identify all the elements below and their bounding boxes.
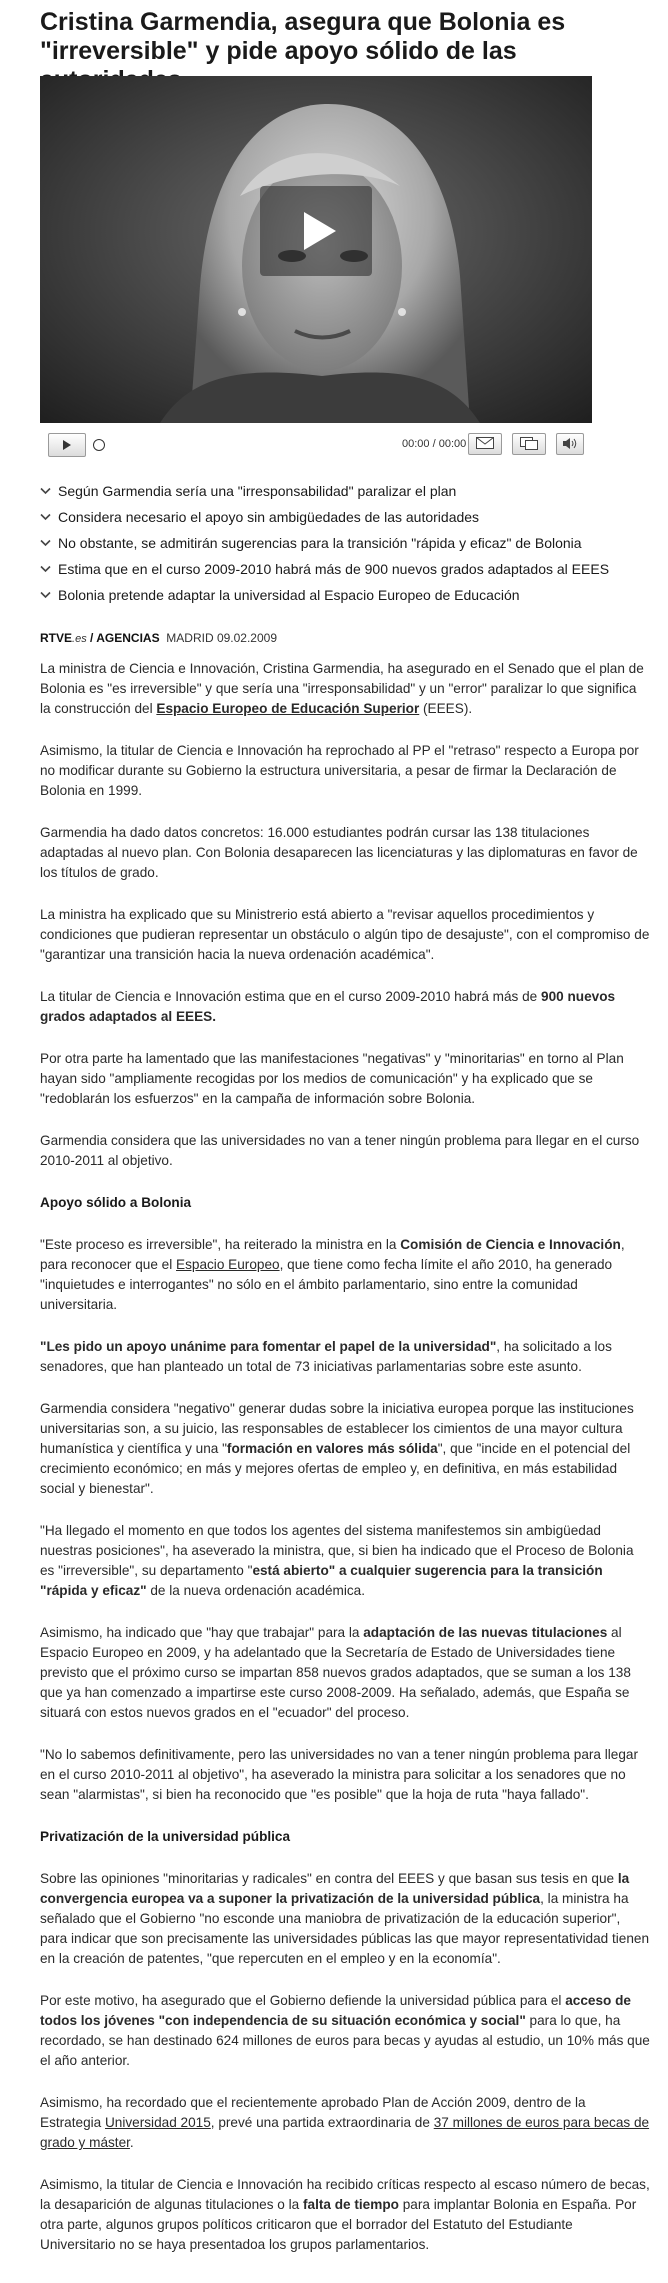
video-play-overlay[interactable] xyxy=(260,186,372,276)
paragraph-text: al Espacio Europeo en 2009, y ha adelantado que la Secretaría de Estado de Universidades tiene previsto que el próximo curso se impartan 858 nuevos grados adaptados, que se suman a los 138 que ya han comenzado a impartirse este curso 2008-2009. Ha señalado, además, que España se situará con estos nuevos grados en el "ecuador" del proceso. xyxy=(40,1625,631,1720)
highlight-item xyxy=(40,504,650,530)
volume-button[interactable] xyxy=(556,433,584,455)
paragraph-text: de la nueva ordenación académica. xyxy=(146,1583,365,1598)
paragraph-text: La ministra de Ciencia e Innovación, Cristina Garmendia, ha asegurado en el Senado que el plan de Bolonia es "es irreversible" y que sería una "irresponsabilidad" y un "error" paralizar lo que significa la construcción del xyxy=(40,661,644,716)
paragraph xyxy=(40,2175,650,2255)
paragraph xyxy=(40,1235,650,1315)
source-domain: .es xyxy=(72,633,87,645)
link-espacio-europeo[interactable]: Espacio Europeo xyxy=(176,1257,280,1272)
paragraph-text: "Ha llegado el momento en que todos los agentes del sistema manifestemos sin ambigüedad nuestras posiciones", ha aseverado la ministra, que, si bien ha indicado que el Proceso de Bolonia es "irreversible", su departamento " xyxy=(40,1523,634,1578)
paragraph-text: "Este proceso es irreversible", ha reiterado la ministra en la xyxy=(40,1237,401,1252)
paragraph-bold: está abierto" a cualquier sugerencia para la transición "rápida y eficaz" xyxy=(40,1563,603,1598)
chevron-down-icon xyxy=(40,539,51,547)
link-espacio-europeo-educacion-superior[interactable]: Espacio Europeo de Educación Superior xyxy=(156,701,420,716)
paragraph-text: Sobre las opiniones "minoritarias y radicales" en contra del EEES y que basan sus tesis en que xyxy=(40,1871,618,1886)
play-icon xyxy=(304,212,336,250)
paragraph-text: Asimismo, ha indicado que "hay que trabajar" para la xyxy=(40,1625,364,1640)
time-total: 00:00 xyxy=(438,438,467,450)
paragraph-text: , que tiene como fecha límite el año 2010, ha generado "inquietudes e interrogantes" no sólo en el ámbito parlamentario, sino entre la comunidad universitaria. xyxy=(40,1257,613,1312)
highlight-item xyxy=(40,556,650,582)
highlights-list xyxy=(40,478,650,608)
video-controls xyxy=(40,431,592,459)
paragraph xyxy=(40,1991,650,2071)
embed-button[interactable] xyxy=(512,433,546,455)
paragraph-text: (EEES). xyxy=(419,701,473,716)
link-becas-grado-master[interactable]: 37 millones de euros para becas de grado y máster xyxy=(40,2115,650,2150)
highlight-item xyxy=(40,582,650,608)
highlight-text: Estima que en el curso 2009-2010 habrá más de 900 nuevos grados adaptados al EEES xyxy=(58,561,610,577)
highlight-text: Según Garmendia sería una "irresponsabilidad" paralizar el plan xyxy=(58,483,457,499)
paragraph-text: ", que "incide en el potencial del crecimiento económico; en más y mejores ofertas de empleo y, en definitiva, en más estabilidad social y bienestar". xyxy=(40,1441,631,1496)
paragraph: Por otra parte ha lamentado que las manifestaciones "negativas" y "minoritarias" en torno al Plan hayan sido "ampliamente recogidas por los medios de comunicación" y ha explicado que se "redoblarán los esfuerzos" en la campaña de información sobre Bolonia. xyxy=(40,1051,624,1106)
paragraph xyxy=(40,1399,650,1499)
paragraph-text: La titular de Ciencia e Innovación estima que en el curso 2009-2010 habrá más de xyxy=(40,989,542,1004)
speaker-icon xyxy=(562,437,578,450)
paragraph-text: , prevé una partida extraordinaria de xyxy=(210,2115,434,2130)
time-separator: / xyxy=(429,438,439,450)
link-universidad-2015[interactable]: Universidad 2015 xyxy=(104,2115,211,2130)
play-icon xyxy=(63,440,71,450)
highlight-item xyxy=(40,530,650,556)
time-current: 00:00 xyxy=(402,438,430,450)
video-player[interactable] xyxy=(40,76,592,423)
paragraph-text: , ha solicitado a los senadores, que han planteado un total de 73 iniciativas parlamentarias sobre este asunto. xyxy=(40,1339,612,1374)
paragraph-text: Garmendia considera "negativo" generar dudas sobre la iniciativa europea porque las instituciones universitarias son, a su juicio, las responsables de establecer los cimientos de una mayor cultura humanística y científica y una " xyxy=(40,1401,634,1456)
paragraph xyxy=(40,1623,650,1723)
paragraph: "No lo sabemos definitivamente, pero las universidades no van a tener ningún problema para llegar en el curso 2010-2011 al objetivo", ha aseverado la ministra para solicitar a los senadores que no sean "alarmistas", si bien ha reconocido que "es posible" que la hoja de ruta "haya fallado". xyxy=(40,1747,639,1802)
article-headline: Cristina Garmendia, asegura que Bolonia es "irreversible" y pide apoyo sólido de las xyxy=(40,8,566,65)
paragraph-bold: "Les pido un apoyo unánime para fomentar el papel de la universidad" xyxy=(40,1339,497,1354)
subheading: Apoyo sólido a Bolonia xyxy=(40,1195,192,1210)
paragraph xyxy=(40,2093,650,2153)
paragraph-bold: acceso de todos los jóvenes "con independencia de su situación económica y social" xyxy=(40,1993,631,2028)
paragraph-bold: 900 nuevos grados adaptados al EEES. xyxy=(40,989,616,1024)
chevron-down-icon xyxy=(40,565,51,573)
envelope-icon xyxy=(476,437,494,449)
paragraph-bold: Comisión de Ciencia e Innovación xyxy=(400,1237,621,1252)
paragraph-text: , la ministra ha señalado que el Gobierno "no esconde una maniobra de privatización de la educación superior", para indicar que son precisamente las universidades públicas las que mayor representatividad tienen en la creación de patentes, "que repercuten en el empleo y en la economía". xyxy=(40,1891,650,1966)
paragraph-text: Asimismo, ha recordado que el recientemente aprobado Plan de Acción 2009, dentro de la Estrategia xyxy=(40,2095,586,2130)
paragraph-text: , para reconocer que el xyxy=(40,1237,625,1272)
progress-scrubber[interactable] xyxy=(93,439,105,451)
highlight-text: Considera necesario el apoyo sin ambigüedades de las autoridades xyxy=(58,509,480,525)
paragraph-text: Por este motivo, ha asegurado que el Gobierno defiende la universidad pública para el xyxy=(40,1993,566,2008)
play-button[interactable] xyxy=(48,433,86,457)
chevron-down-icon xyxy=(40,513,51,521)
highlight-text: No obstante, se admitirán sugerencias para la transición "rápida y eficaz" de Bolonia xyxy=(58,535,582,551)
paragraph xyxy=(40,987,650,1027)
paragraph-bold: adaptación de las nuevas titulaciones xyxy=(363,1625,608,1640)
article-body xyxy=(40,659,650,2277)
paragraph xyxy=(40,1337,650,1377)
source-agency: / AGENCIAS xyxy=(86,631,160,645)
source-place-date: MADRID 09.02.2009 xyxy=(159,631,278,645)
paragraph: Asimismo, la titular de Ciencia e Innovación ha reprochado al PP el "retraso" respecto a Europa por no modificar durante su Gobierno la estructura universitaria, a pesar de firmar la Declaración de Bolonia en 1999. xyxy=(40,743,639,798)
embed-icon xyxy=(520,437,538,450)
paragraph: Garmendia considera que las universidades no van a tener ningún problema para llegar en el curso 2010-2011 al objetivo. xyxy=(40,1133,640,1168)
subheading: Privatización de la universidad pública xyxy=(40,1829,291,1844)
highlight-text: Bolonia pretende adaptar la universidad al Espacio Europeo de Educación xyxy=(58,587,520,603)
paragraph: Garmendia ha dado datos concretos: 16.000 estudiantes podrán cursar las 138 titulaciones adaptadas al nuevo plan. Con Bolonia desaparecen las licenciaturas y las diplomaturas en favor de los títulos de grado. xyxy=(40,825,638,880)
email-button[interactable] xyxy=(468,433,502,455)
paragraph-text: para lo que, ha recordado, se han destinado 624 millones de euros para becas y ayudas al estudio, un 10% más que el año anterior. xyxy=(40,2013,650,2068)
chevron-down-icon xyxy=(40,591,51,599)
paragraph xyxy=(40,1521,650,1601)
highlight-item xyxy=(40,478,650,504)
paragraph xyxy=(40,1869,650,1969)
article-source xyxy=(40,631,277,645)
paragraph xyxy=(40,659,650,719)
source-brand: RTVE xyxy=(40,631,73,645)
paragraph-text: para implantar Bolonia en España. Por otra parte, algunos grupos políticos criticaron que el borrador del Estatuto del Estudiante Universitario no se haya presentadoa los grupos parlamentarios. xyxy=(40,2197,637,2252)
paragraph-bold: la convergencia europea va a suponer la privatización de la universidad pública xyxy=(40,1871,630,1906)
paragraph-bold: falta de tiempo xyxy=(303,2197,399,2212)
paragraph-text: . xyxy=(129,2135,134,2150)
chevron-down-icon xyxy=(40,487,51,495)
paragraph: La ministra ha explicado que su Ministrerio está abierto a "revisar aquellos procedimientos y condiciones que pudieran representar un obstáculo o algún tipo de desajuste", con el compromiso de "garantizar una transición hacia la nueva ordenación académica". xyxy=(40,907,650,962)
video-time xyxy=(402,438,466,450)
paragraph-text: Asimismo, la titular de Ciencia e Innovación ha recibido críticas respecto al escaso número de becas, la desaparición de algunas titulaciones o la xyxy=(40,2177,650,2212)
paragraph-bold: formación en valores más sólida xyxy=(226,1441,438,1456)
